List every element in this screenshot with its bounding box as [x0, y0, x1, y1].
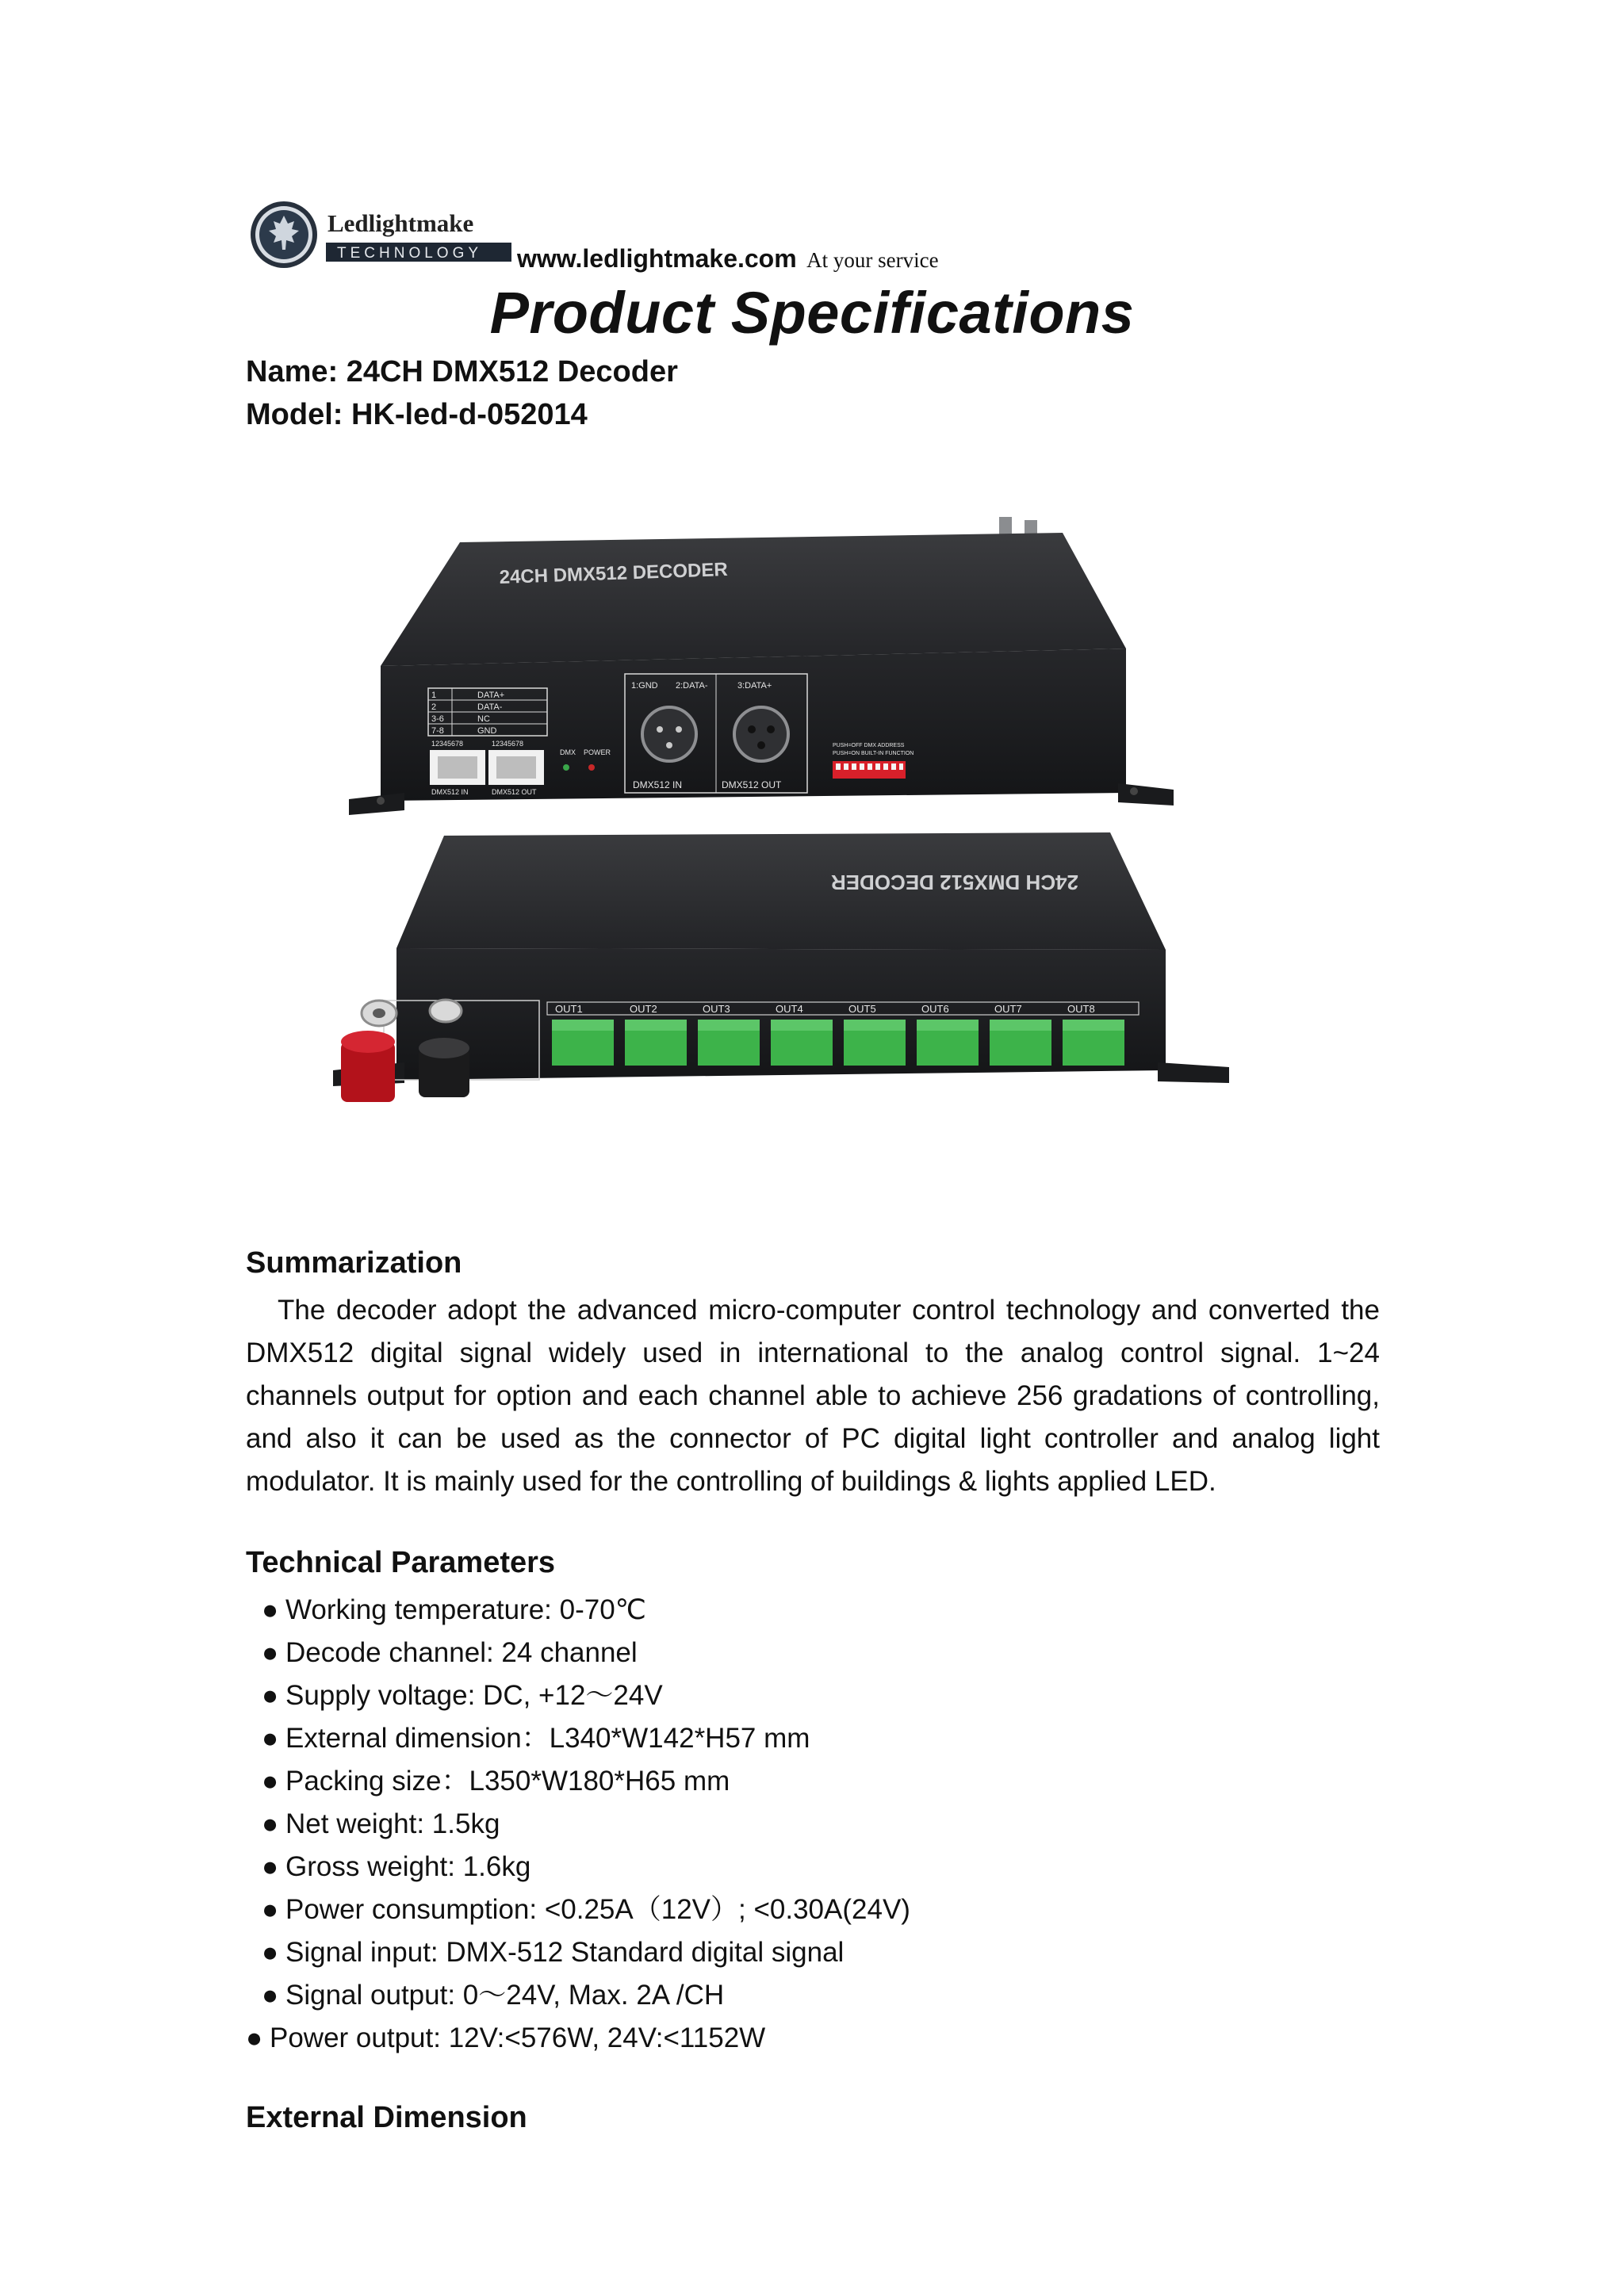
logo-brand: Ledlightmake	[327, 209, 474, 237]
wiring-pin: 1	[431, 691, 437, 700]
param-text: External dimension：L340*W142*H57 mm	[285, 1723, 810, 1754]
param-text: Gross weight: 1.6kg	[285, 1851, 531, 1882]
param-item	[262, 1632, 910, 1674]
param-item	[262, 1717, 910, 1760]
param-text: Signal output: 0～24V, Max. 2A /CH	[285, 1980, 725, 2011]
bullet-icon: ●	[262, 1637, 279, 1668]
wiring-pin: 3-6	[431, 714, 444, 724]
output-label: OUT1	[555, 1003, 583, 1015]
rj45-out-label: DMX512 OUT	[492, 788, 537, 796]
wiring-signal: DATA-	[477, 702, 503, 712]
bullet-icon: ●	[246, 2022, 263, 2053]
bullet-icon: ●	[262, 1851, 279, 1882]
dmx-led	[563, 764, 569, 771]
param-item	[262, 1931, 910, 1974]
rj45-pins: 12345678	[492, 740, 524, 748]
xlr-pin-label: 1:GND	[631, 681, 658, 691]
dip-label-off: PUSH=OFF DMX ADDRESS	[833, 743, 905, 748]
bullet-icon: ●	[262, 1680, 279, 1711]
device-top-label: 24CH DMX512 DECODER	[499, 558, 729, 588]
summary-heading: Summarization	[246, 1246, 462, 1280]
wiring-signal: NC	[477, 714, 490, 724]
product-photo	[333, 515, 1300, 1150]
param-text: Net weight: 1.5kg	[285, 1808, 500, 1839]
xlr-pin-label: 3:DATA+	[737, 681, 772, 691]
bullet-icon: ●	[262, 1594, 279, 1625]
bullet-icon: ●	[262, 1894, 279, 1925]
wiring-signal: GND	[477, 726, 497, 736]
param-item	[262, 1888, 910, 1931]
param-item	[246, 2017, 910, 2060]
bullet-icon: ●	[262, 1723, 279, 1754]
param-item	[262, 1760, 910, 1803]
dip-label-on: PUSH=ON BUILT-IN FUNCTION	[833, 751, 914, 756]
param-text: Supply voltage: DC, +12～24V	[285, 1680, 663, 1711]
logo-sub: TECHNOLOGY	[337, 245, 483, 262]
product-model	[246, 398, 588, 432]
summary-paragraph	[246, 1289, 1380, 1503]
param-text: Decode channel: 24 channel	[285, 1637, 638, 1668]
param-item	[262, 1589, 910, 1632]
param-text: Power output: 12V:<576W, 24V:<1152W	[270, 2022, 766, 2053]
param-item	[262, 1974, 910, 2017]
output-label: OUT2	[630, 1003, 657, 1015]
led-power-label: POWER	[584, 748, 611, 756]
wiring-pin: 2	[431, 702, 437, 712]
param-text: Signal input: DMX-512 Standard digital signal	[285, 1937, 845, 1968]
output-label: OUT5	[848, 1003, 876, 1015]
bullet-icon: ●	[262, 1808, 279, 1839]
xlr-out-label: DMX512 OUT	[722, 779, 782, 790]
site-url[interactable]: www.ledlightmake.com	[517, 244, 797, 273]
params-list	[246, 1589, 910, 2060]
decoder-top-view	[349, 517, 1174, 815]
bullet-icon: ●	[262, 1937, 279, 1968]
param-item	[262, 1803, 910, 1846]
param-item	[262, 1674, 910, 1717]
site-tagline: At your service	[806, 248, 939, 272]
rj45-pins: 12345678	[431, 740, 464, 748]
dimension-heading: External Dimension	[246, 2101, 527, 2134]
product-name	[246, 355, 678, 389]
led-dmx-label: DMX	[560, 748, 576, 756]
xlr-pin-label: 2:DATA-	[676, 681, 708, 691]
decoder-bottom-view	[333, 832, 1229, 1102]
output-label: OUT4	[776, 1003, 803, 1015]
params-heading: Technical Parameters	[246, 1546, 556, 1579]
company-logo	[248, 198, 511, 271]
output-label: OUT6	[921, 1003, 949, 1015]
output-label: OUT7	[994, 1003, 1022, 1015]
rj45-in-label: DMX512 IN	[431, 788, 469, 796]
wiring-signal: DATA+	[477, 691, 505, 700]
param-item	[262, 1846, 910, 1888]
bullet-icon: ●	[262, 1766, 279, 1797]
xlr-in-label: DMX512 IN	[633, 779, 683, 790]
site-line	[517, 244, 939, 274]
product-name-label: Name:	[246, 355, 339, 388]
param-text: Power consumption: <0.25A（12V）; <0.30A(24V)	[285, 1894, 910, 1925]
product-model-value: HK-led-d-052014	[343, 398, 588, 431]
wiring-pin: 7-8	[431, 726, 444, 736]
xlr-out-socket[interactable]	[734, 707, 788, 761]
page-title: Product Specifications	[489, 280, 1135, 346]
product-model-label: Model:	[246, 398, 343, 431]
xlr-in-socket[interactable]	[642, 707, 696, 761]
device-top-label-mirrored: 24CH DMX512 DECODER	[830, 871, 1078, 894]
output-label: OUT3	[703, 1003, 730, 1015]
param-text: Packing size：L350*W180*H65 mm	[285, 1766, 730, 1797]
power-led	[588, 764, 595, 771]
output-label: OUT8	[1067, 1003, 1095, 1015]
summary-text: The decoder adopt the advanced micro-computer control technology and converted the DMX512 digital signal widely used in international to the analog control signal. 1~24 channels output for option and each channel able to achieve 256 gradations of controlling, and also it can be used as the connector of PC digital light controller and analog light modulator. It is mainly used for the controlling of buildings & lights applied LED.	[246, 1295, 1380, 1497]
product-name-value: 24CH DMX512 Decoder	[338, 355, 678, 388]
param-text: Working temperature: 0-70℃	[285, 1594, 646, 1625]
bullet-icon: ●	[262, 1980, 279, 2011]
